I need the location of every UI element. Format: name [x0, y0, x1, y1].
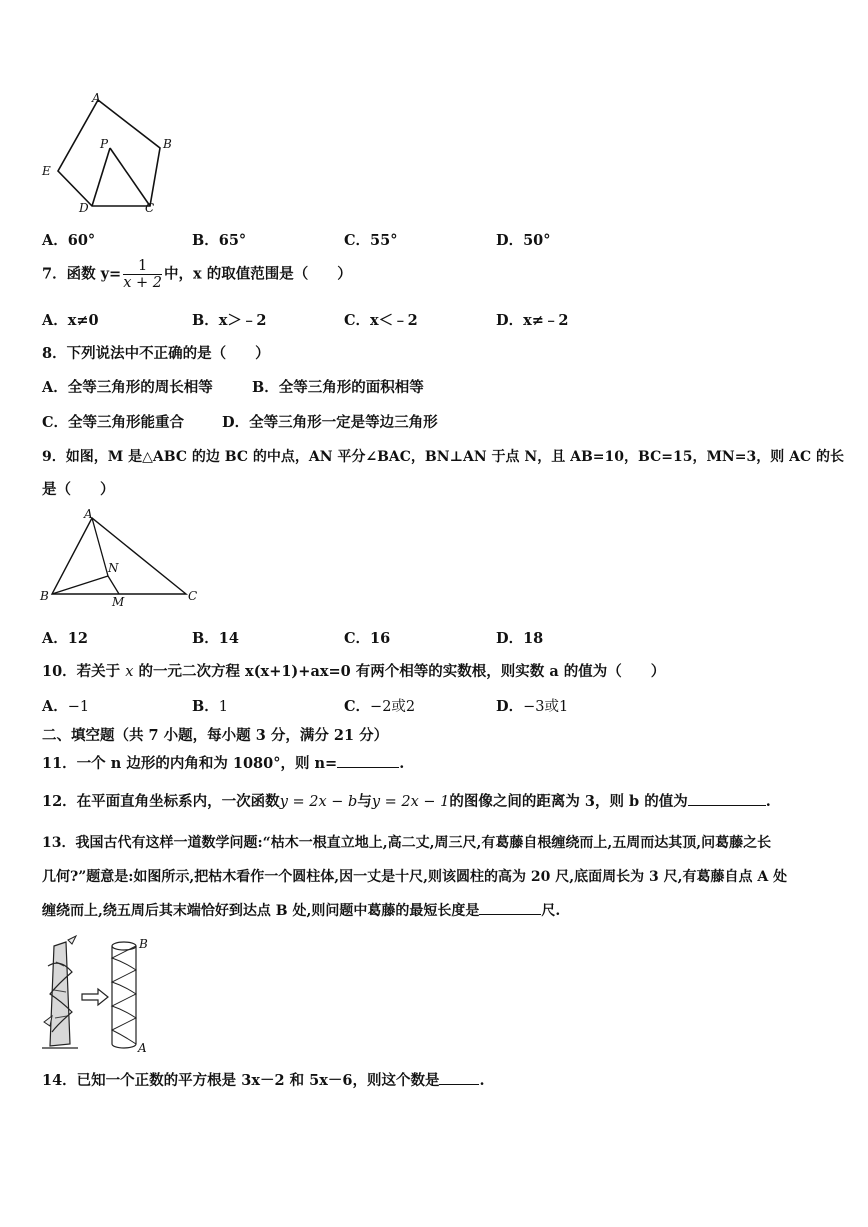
q7-suffix: 中，x 的取值范围是（ ） [164, 265, 352, 283]
q7-fraction [123, 258, 162, 291]
q10-option-c-letter: C． [344, 698, 371, 715]
label-C2: C [188, 589, 198, 603]
q6-option-a[interactable]: A．60° [42, 232, 96, 249]
q10-stem-a: 10．若关于 [42, 663, 121, 680]
q7-option-b[interactable]: B．x＞﹣2 [192, 312, 267, 329]
q6-option-d[interactable]: D．50° [496, 232, 551, 249]
q10-option-a-letter: A． [42, 698, 68, 715]
q12-formula-1: y = 2x − b [279, 794, 358, 810]
q7-option-c[interactable]: C．x＜﹣2 [344, 312, 418, 329]
label-E: E [42, 164, 51, 178]
q6-option-b[interactable]: B．65° [192, 232, 247, 249]
q13-end: 尺. [541, 903, 561, 919]
q11-end: . [399, 755, 405, 772]
q10-option-d[interactable] [496, 695, 568, 716]
section2-heading: 二、填空题（共 7 小题，每小题 3 分，满分 21 分） [42, 727, 389, 744]
q9-stem-line2: 是（ ） [42, 481, 115, 498]
q13-line1: 13．我国古代有这样一道数学问题:“枯木一根直立地上,高二丈,周三尺,有葛藤自根缠绕而上,五周而达其顶,问葛藤之长 [42, 835, 772, 851]
q14-end: . [479, 1072, 485, 1089]
q9-option-a[interactable]: A．12 [42, 630, 88, 647]
label-P: P [100, 137, 109, 151]
label-C: C [145, 201, 155, 215]
q8-option-a[interactable]: A．全等三角形的周长相等 [42, 379, 213, 396]
q13-line2: 几何?”题意是:如图所示,把枯木看作一个圆柱体,因一丈是十尺,则该圆柱的高为 20 尺,底面周长为 3 尺,有葛藤自点 A 处 [42, 869, 788, 885]
q13-line3 [42, 900, 560, 920]
q8-option-b[interactable]: B．全等三角形的面积相等 [252, 379, 424, 396]
q9-option-b[interactable]: B．14 [192, 630, 239, 647]
q12-text-a: 12．在平面直角坐标系内，一次函数 [42, 793, 280, 810]
q10-option-b-letter: B． [192, 698, 219, 715]
q10-stem [42, 660, 665, 681]
q10-option-c-value: −2或2 [370, 699, 416, 715]
label-B3: B [139, 937, 148, 951]
label-B: B [163, 137, 172, 151]
figure-triangle-abc [36, 506, 206, 610]
q7-option-a[interactable]: A．x≠0 [42, 312, 99, 329]
q7-option-d[interactable]: D．x≠﹣2 [496, 312, 569, 329]
q10-option-b-value: 1 [218, 699, 228, 715]
q11-text: 11．一个 n 边形的内角和为 1080°，则 n= [42, 755, 338, 772]
q11-answer-blank[interactable] [337, 753, 399, 768]
q11-stem [42, 752, 404, 773]
label-N2: N [108, 561, 119, 575]
q12-answer-blank[interactable] [688, 791, 766, 806]
q8-option-c[interactable]: C．全等三角形能重合 [42, 414, 185, 431]
label-A3: A [138, 1041, 147, 1055]
label-A: A [92, 91, 101, 105]
q7-frac-num: 1 [123, 258, 162, 275]
q10-stem-b: 的一元二次方程 x(x+1)+ax=0 有两个相等的实数根，则实数 a 的值为（ ） [138, 663, 666, 680]
q10-option-d-value: −3或1 [523, 699, 569, 715]
label-M2: M [112, 595, 125, 609]
q14-answer-blank[interactable] [439, 1070, 479, 1085]
q10-var-x: x [125, 664, 134, 680]
q14-text: 14．已知一个正数的平方根是 3x－2 和 5x－6，则这个数是 [42, 1072, 440, 1089]
q12-formula-2: y = 2x − 1 [371, 794, 450, 810]
q10-option-a-value: −1 [67, 699, 90, 715]
label-D: D [79, 201, 89, 215]
q12-text-c: 的图像之间的距离为 3，则 b 的值为 [449, 793, 688, 810]
q7-prefix: 7．函数 y= [42, 265, 122, 283]
q10-option-a[interactable] [42, 695, 89, 716]
q13-line3-text: 缠绕而上,绕五周后其末端恰好到达点 B 处,则问题中葛藤的最短长度是 [42, 903, 480, 919]
q9-option-c[interactable]: C．16 [344, 630, 391, 647]
q9-option-d[interactable]: D．18 [496, 630, 544, 647]
q14-stem [42, 1069, 485, 1090]
q8-stem: 8．下列说法中不正确的是（ ） [42, 345, 270, 362]
q10-option-b[interactable] [192, 695, 228, 716]
figure-tree-cylinder [38, 932, 158, 1056]
q9-stem-line1: 9．如图，M 是△ABC 的边 BC 的中点，AN 平分∠BAC，BN⊥AN 于点 N，且 AB=10，BC=15，MN=3，则 AC 的长 [42, 449, 844, 465]
q12-end: . [765, 793, 771, 810]
q12-stem [42, 790, 771, 811]
q12-text-b: 与 [357, 793, 372, 810]
q10-option-d-letter: D． [496, 698, 524, 715]
label-A2: A [84, 507, 93, 521]
q13-answer-blank[interactable] [479, 900, 541, 915]
q8-option-d[interactable]: D．全等三角形一定是等边三角形 [222, 414, 438, 431]
figure-pentagon [38, 88, 188, 218]
label-B2: B [40, 589, 49, 603]
q10-option-c[interactable] [344, 695, 415, 716]
q7-stem [42, 258, 352, 291]
q6-option-c[interactable]: C．55° [344, 232, 398, 249]
q7-frac-den: x + 2 [123, 275, 162, 291]
